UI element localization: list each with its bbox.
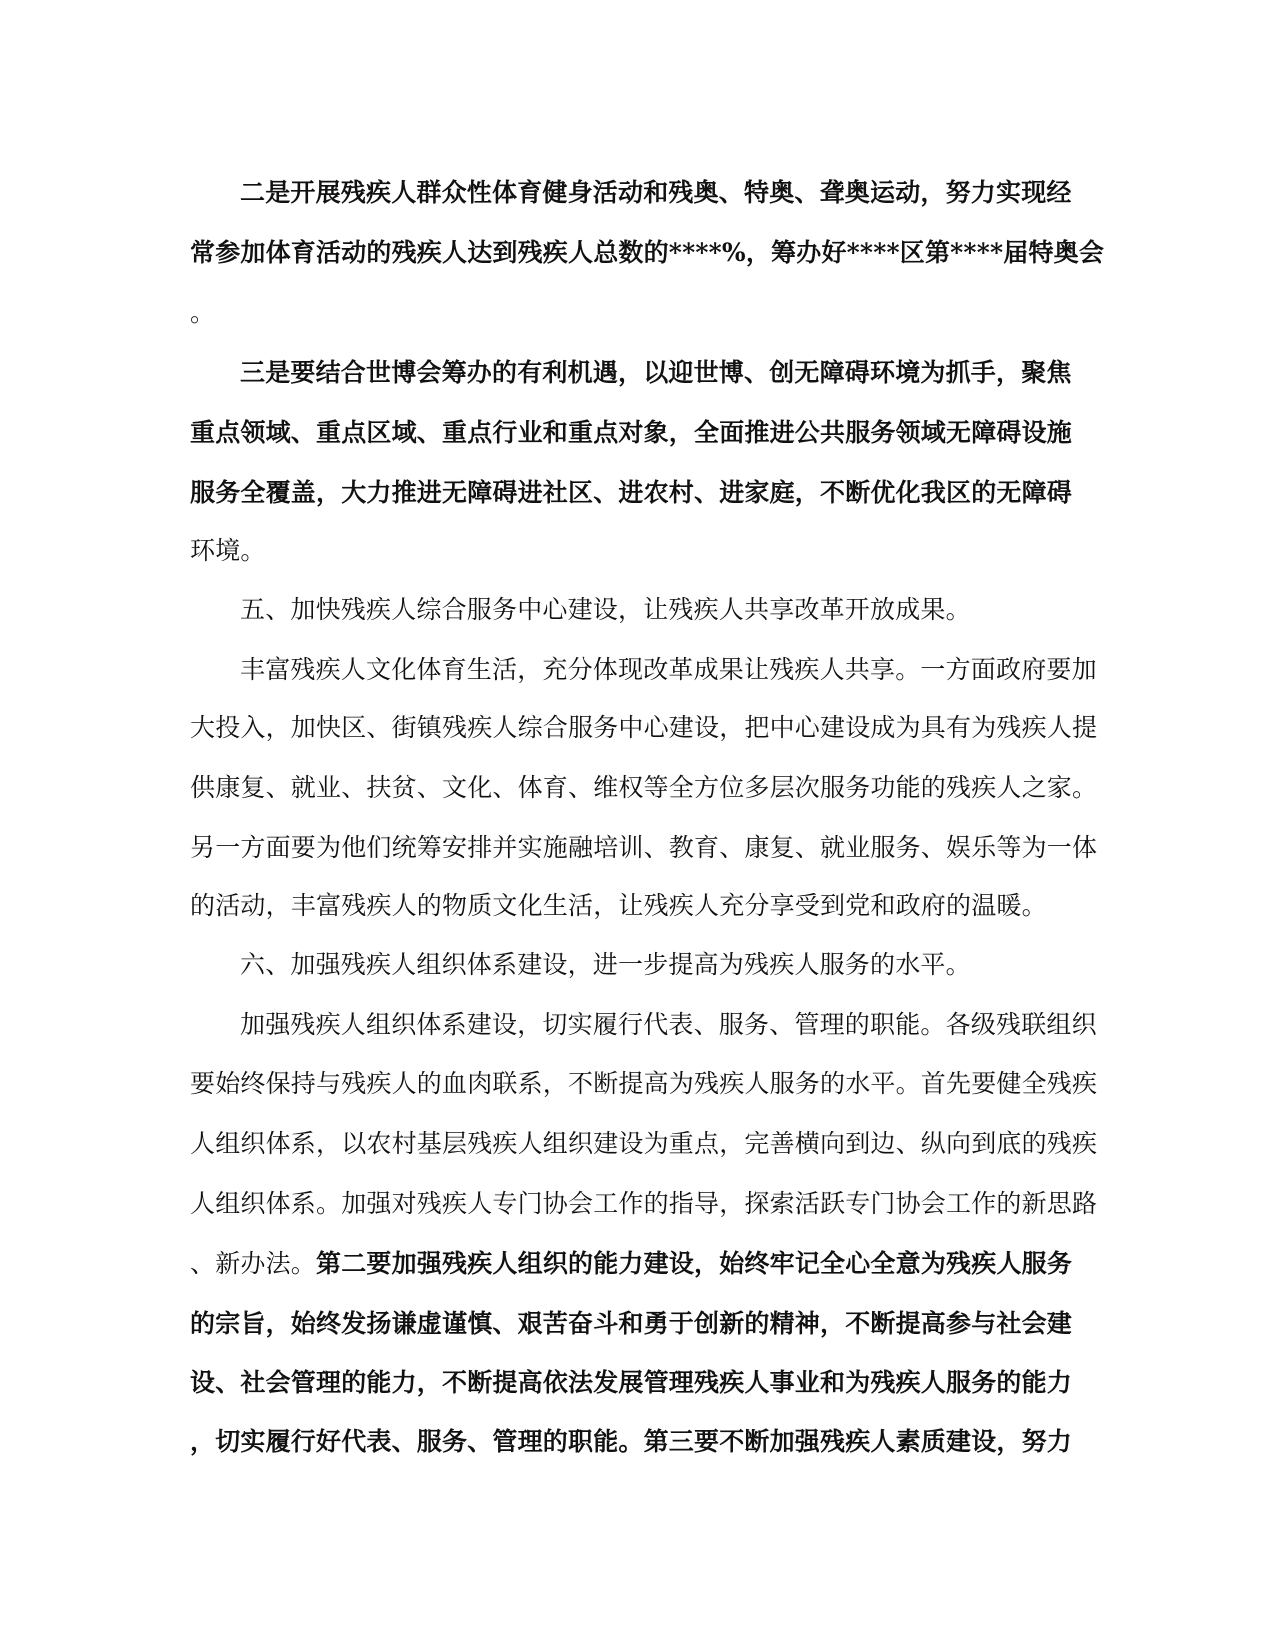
paragraph-line: 服务全覆盖，大力推进无障碍进社区、进农村、进家庭，不断优化我区的无障碍 — [190, 478, 1073, 507]
paragraph-line: 另一方面要为他们统筹安排并实施融培训、教育、康复、就业服务、娱乐等为一体 — [190, 833, 1098, 862]
paragraph-line: 要始终保持与残疾人的血肉联系，不断提高为残疾人服务的水平。首先要健全残疾 — [190, 1069, 1098, 1098]
paragraph-line: ，切实履行好代表、服务、管理的职能。第三要不断加强残疾人素质建设，努力 — [190, 1427, 1073, 1456]
section-heading: 五、加快残疾人综合服务中心建设，让残疾人共享改革开放成果。 — [240, 595, 971, 624]
paragraph-line: 人组织体系，以农村基层残疾人组织建设为重点，完善横向到边、纵向到底的残疾 — [190, 1129, 1098, 1158]
paragraph-line: 。 — [190, 298, 216, 327]
paragraph-line: 常参加体育活动的残疾人达到残疾人总数的****%，筹办好****区第****届特奥会 — [190, 238, 1105, 267]
section-heading: 六、加强残疾人组织体系建设，进一步提高为残疾人服务的水平。 — [240, 950, 971, 979]
paragraph-line: 环境。 — [190, 536, 266, 565]
line-text-bold: 第二要加强残疾人组织的能力建设，始终牢记全心全意为残疾人服务 — [316, 1249, 1073, 1278]
paragraph-line: 人组织体系。加强对残疾人专门协会工作的指导，探索活跃专门协会工作的新思路 — [190, 1189, 1098, 1218]
paragraph-line — [190, 1248, 1090, 1280]
paragraph-line: 设、社会管理的能力，不断提高依法发展管理残疾人事业和为残疾人服务的能力 — [190, 1368, 1073, 1397]
paragraph-line: 供康复、就业、扶贫、文化、体育、维权等全方位多层次服务功能的残疾人之家。 — [190, 773, 1098, 802]
paragraph-line: 二是开展残疾人群众性体育健身活动和残奥、特奥、聋奥运动，努力实现经 — [240, 178, 1072, 207]
paragraph-line: 重点领域、重点区域、重点行业和重点对象，全面推进公共服务领域无障碍设施 — [190, 418, 1073, 447]
line-text-regular: 、新办法。 — [190, 1249, 317, 1278]
paragraph-line: 大投入，加快区、街镇残疾人综合服务中心建设，把中心建设成为具有为残疾人提 — [190, 713, 1098, 742]
paragraph-line: 丰富残疾人文化体育生活，充分体现改革成果让残疾人共享。一方面政府要加 — [240, 655, 1097, 684]
paragraph-line: 的宗旨，始终发扬谦虚谨慎、艰苦奋斗和勇于创新的精神，不断提高参与社会建 — [190, 1309, 1073, 1338]
paragraph-line: 加强残疾人组织体系建设，切实履行代表、服务、管理的职能。各级残联组织 — [240, 1010, 1097, 1039]
paragraph-line: 的活动，丰富残疾人的物质文化生活，让残疾人充分享受到党和政府的温暖。 — [190, 891, 1047, 920]
paragraph-line: 三是要结合世博会筹办的有利机遇，以迎世博、创无障碍环境为抓手，聚焦 — [240, 358, 1072, 387]
